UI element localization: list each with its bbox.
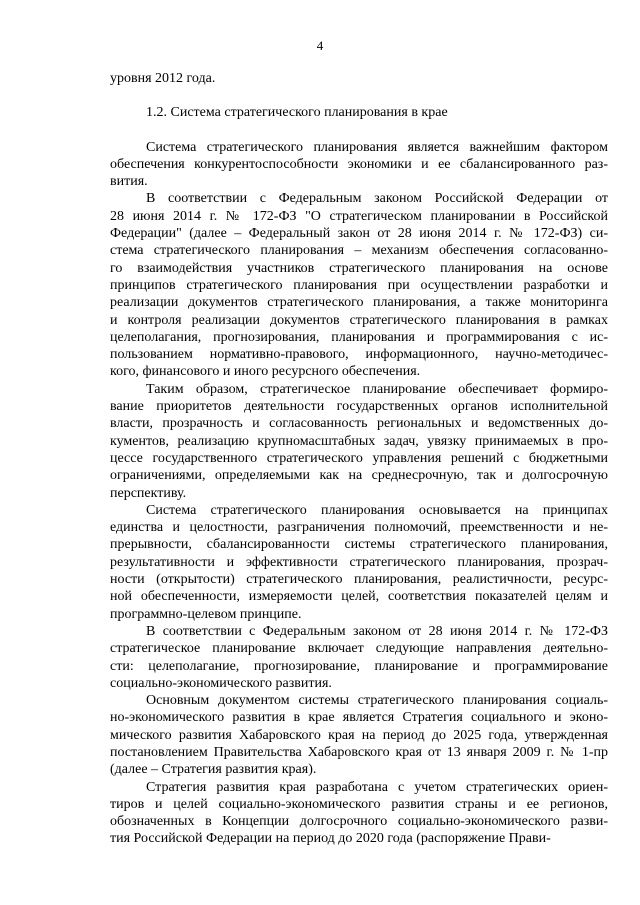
paragraph-line: Система стратегического планирования является важнейшим фактором: [146, 139, 608, 155]
paragraph-line: кого, финансового и иного ресурсного обеспечения.: [110, 364, 421, 380]
document-body: [110, 70, 608, 848]
paragraph: [110, 502, 608, 623]
paragraph-line: вития.: [110, 174, 148, 190]
spacer: [110, 122, 608, 139]
paragraph-line: Таким образом, стратегическое планирование обеспечивает формиро-: [146, 381, 608, 397]
paragraph: [110, 190, 608, 380]
paragraph-line: программно-целевом принципе.: [110, 606, 302, 622]
paragraphs: [110, 139, 608, 848]
paragraph: [110, 779, 608, 848]
page-number: 4: [316, 38, 324, 53]
spacer: [110, 87, 608, 104]
paragraph-line: результативности и эффективности стратегического планирования, прозрач-: [110, 554, 608, 570]
paragraph-line: кументов, реализацию крупномасштабных задач, увязку принимаемых в про-: [110, 433, 608, 449]
paragraph-line: В соответствии с Федеральным законом от 28 июня 2014 г. № 172-ФЗ: [146, 623, 608, 639]
paragraph-line: прерывности, сбалансированности системы стратегического планирования,: [110, 537, 608, 553]
paragraph-line: (далее – Стратегия развития края).: [110, 762, 317, 778]
paragraph-line: Система стратегического планирования основывается на принципах: [146, 502, 608, 518]
paragraph-line: Основным документом системы стратегического планирования социаль-: [146, 693, 608, 709]
lead-line: уровня 2012 года.: [110, 71, 216, 86]
paragraph-line: единства и целостности, разграничения полномочий, преемственности и не-: [110, 520, 608, 536]
paragraph-line: но-экономического развития в крае является Стратегия социального и эконо-: [110, 710, 608, 726]
paragraph-line: тия Российской Федерации на период до 2020 года (распоряжение Прави-: [110, 831, 551, 847]
paragraph-line: принципов стратегического планирования при осуществлении разработки и: [110, 277, 608, 293]
paragraph-line: реализации документов стратегического планирования, а также мониторинга: [110, 295, 608, 311]
paragraph-line: цессе государственного стратегического управления решений с бюджетными: [110, 450, 608, 466]
paragraph-line: мического развития Хабаровского края на период до 2025 года, утвержденная: [110, 727, 608, 743]
paragraph-line: социально-экономического развития.: [110, 675, 332, 691]
paragraph-line: Стратегия развития края разработана с учетом стратегических ориен-: [146, 779, 608, 795]
paragraph-line: стратегическое планирование включает следующие направления деятельно-: [110, 641, 608, 657]
paragraph: [110, 692, 608, 778]
paragraph-line: тиров и целей социально-экономического развития страны и ее регионов,: [110, 796, 608, 812]
paragraph-line: сти: целеполагание, прогнозирование, планирование и программирование: [110, 658, 608, 674]
paragraph-line: власти, прозрачность и согласованность региональных и ведомственных до-: [110, 416, 608, 432]
paragraph-line: 28 июня 2014 г. № 172-ФЗ "О стратегическом планировании в Российской: [110, 208, 608, 224]
paragraph-line: обозначенных в Концепции долгосрочного социально-экономического разви-: [110, 814, 608, 830]
paragraph-line: и контроля реализации документов стратегического планирования в рамках: [110, 312, 608, 328]
paragraph-line: перспективу.: [110, 485, 187, 501]
paragraph-line: целеполагания, прогнозирования, планирования и программирования с ис-: [110, 329, 608, 345]
paragraph: [110, 139, 608, 191]
paragraph-line: вание приоритетов деятельности государственных органов исполнительной: [110, 399, 608, 415]
paragraph-line: ности (открытости) стратегического планирования, реалистичности, ресурс-: [110, 572, 608, 588]
paragraph-line: пользованием нормативно-правового, информационного, научно-методичес-: [110, 347, 608, 363]
section-heading: 1.2. Система стратегического планирования в крае: [146, 105, 448, 121]
paragraph-line: стема стратегического планирования – механизм обеспечения согласованно-: [110, 243, 608, 259]
paragraph: [110, 381, 608, 502]
paragraph: [110, 623, 608, 692]
paragraph-line: ной обеспеченности, измеряемости целей, соответствия показателей целям и: [110, 589, 608, 605]
paragraph-line: обеспечения конкурентоспособности экономики и ее сбалансированного раз-: [110, 156, 608, 172]
paragraph-line: го взаимодействия участников стратегического планирования на основе: [110, 260, 608, 276]
paragraph-line: Федерации" (далее – Федеральный закон от 28 июня 2014 г. № 172-ФЗ) си-: [110, 226, 608, 242]
paragraph-line: В соответствии с Федеральным законом Российской Федерации от: [146, 191, 608, 207]
paragraph-line: ограничениями, определяемыми как на среднесрочную, так и долгосрочную: [110, 468, 608, 484]
paragraph-line: постановлением Правительства Хабаровского края от 13 января 2009 г. № 1-пр: [110, 744, 608, 760]
